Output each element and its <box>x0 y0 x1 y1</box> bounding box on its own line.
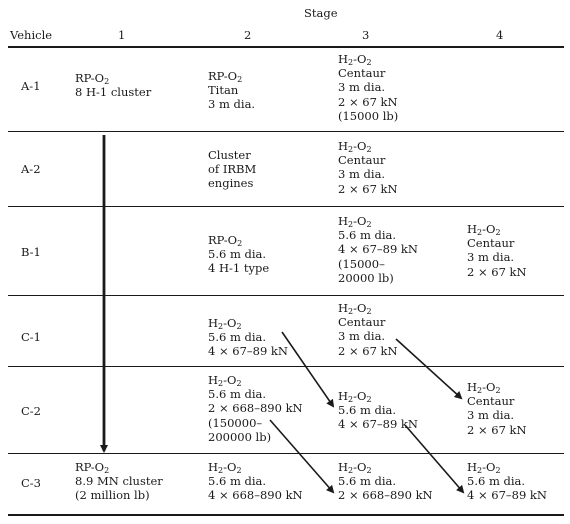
cell-line: (15000– <box>338 256 385 271</box>
arrow-c2-s3-to-c3-s4 <box>405 425 463 492</box>
cell-line: $H_2-O_2$ <box>467 380 501 395</box>
cell-line: $H_2-O_2$ <box>467 222 501 237</box>
cell-line: 5.6 m dia. <box>467 474 526 489</box>
cell-line: $H_2-O_2$ <box>338 460 372 475</box>
stage-number-1: 1 <box>118 28 126 42</box>
cell-line: (15000 lb) <box>338 108 399 123</box>
vehicle-label: A-2 <box>21 162 41 176</box>
cell-line: 3 m dia. <box>467 408 515 423</box>
cell-line: Centaur <box>467 236 515 251</box>
cell-line: engines <box>208 176 254 191</box>
arrow-c1-s2-to-c2-s3 <box>282 332 333 406</box>
cell-line: 3 m dia. <box>338 329 386 344</box>
cell-line: $H_2-O_2$ <box>338 214 372 229</box>
cell-line: 2 × 668–890 kN <box>338 488 433 503</box>
cell-line: 3 m dia. <box>467 250 515 265</box>
cell-line: 4 H-1 type <box>208 261 270 276</box>
cell-line: $RP-O_2$ <box>208 233 243 248</box>
cell-line: 5.6 m dia. <box>208 330 267 345</box>
cell-line: Centaur <box>338 153 386 168</box>
cell-line: $H_2-O_2$ <box>338 301 372 316</box>
cell-line: 8.9 MN cluster <box>75 474 163 489</box>
vehicle-label: C-1 <box>21 330 42 344</box>
cell-line: $H_2-O_2$ <box>208 373 242 388</box>
cell-line: 20000 lb) <box>338 270 394 285</box>
cell-line: 8 H-1 cluster <box>75 85 152 100</box>
cell-line: $H_2-O_2$ <box>338 389 372 404</box>
cell-line: $RP-O_2$ <box>208 69 243 84</box>
cell-line: 5.6 m dia. <box>208 474 267 489</box>
cell-line: $H_2-O_2$ <box>338 52 372 67</box>
vehicle-label: C-2 <box>21 404 42 418</box>
cell-line: 5.6 m dia. <box>338 403 397 418</box>
cell-line: 2 × 67 kN <box>338 94 398 109</box>
cell-line: 5.6 m dia. <box>338 228 397 243</box>
arrow-c1-s3-to-c2-s4 <box>396 339 461 398</box>
cell-line: 200000 lb) <box>208 429 272 444</box>
cell-line: $H_2-O_2$ <box>467 460 501 475</box>
cell-line: Titan <box>208 83 239 98</box>
cell-line: 4 × 67–89 kN <box>208 344 288 359</box>
cell-line: 4 × 67–89 kN <box>467 488 547 503</box>
cell-line: 5.6 m dia. <box>208 247 267 262</box>
arrow-c2-s2-to-c3-s3 <box>270 420 333 492</box>
cell-line: 2 × 67 kN <box>338 343 398 358</box>
cell-line: $H_2-O_2$ <box>208 316 242 331</box>
vehicle-label: A-1 <box>21 79 41 93</box>
vehicle-header: Vehicle <box>10 28 53 42</box>
cell-line: 2 × 668–890 kN <box>208 401 303 416</box>
stage-number-3: 3 <box>362 28 370 42</box>
cell-line: 5.6 m dia. <box>208 387 267 402</box>
vehicle-label: C-3 <box>21 476 42 490</box>
cell-line: $RP-O_2$ <box>75 71 110 86</box>
cell-line: 2 × 67 kN <box>338 181 398 196</box>
stage-number-4: 4 <box>496 28 504 42</box>
cell-line: Cluster <box>208 148 251 162</box>
cell-line: 4 × 67–89 kN <box>338 417 418 432</box>
cell-line: (150000– <box>208 415 263 430</box>
vehicle-label: B-1 <box>21 245 41 259</box>
cell-line: 3 m dia. <box>338 167 386 182</box>
cell-line: Centaur <box>467 394 515 409</box>
cell-line: 3 m dia. <box>208 97 256 112</box>
cell-line: 3 m dia. <box>338 80 386 95</box>
cell-line: 4 × 668–890 kN <box>208 488 303 503</box>
cell-line: 5.6 m dia. <box>338 474 397 489</box>
cell-line: of IRBM <box>208 162 257 177</box>
cell-line: 4 × 67–89 kN <box>338 242 418 257</box>
stage-number-2: 2 <box>244 28 252 42</box>
cell-line: 2 × 67 kN <box>467 422 527 437</box>
cell-line: $H_2-O_2$ <box>338 139 372 154</box>
stage-header: Stage <box>304 6 338 20</box>
cell-line: Centaur <box>338 315 386 330</box>
cell-line: Centaur <box>338 66 386 81</box>
cell-line: $H_2-O_2$ <box>208 460 242 475</box>
cell-line: (2 million lb) <box>75 488 150 503</box>
cell-line: 2 × 67 kN <box>467 264 527 279</box>
cell-line: $RP-O_2$ <box>75 460 110 475</box>
